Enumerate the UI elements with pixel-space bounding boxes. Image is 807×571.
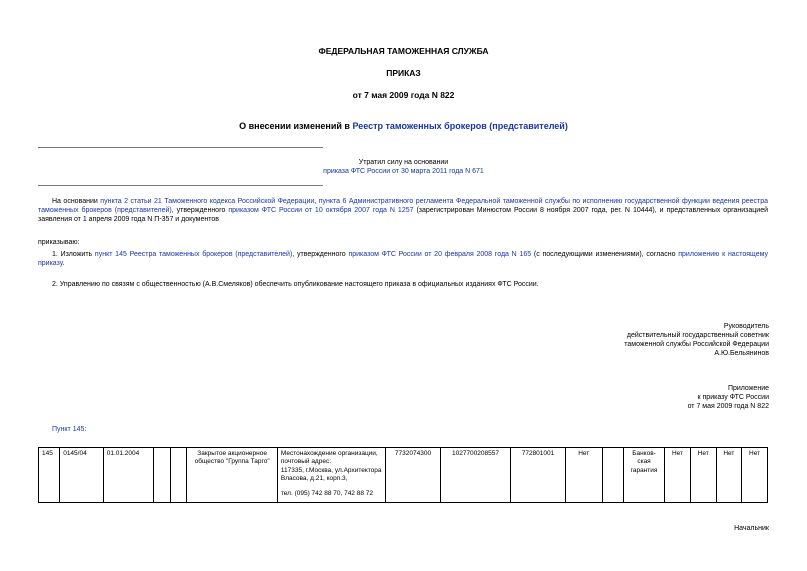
- agency-title: ФЕДЕРАЛЬНАЯ ТАМОЖЕННАЯ СЛУЖБА: [318, 46, 489, 56]
- cell-inn: 7732074300: [386, 448, 441, 503]
- footer-text: Начальник: [734, 525, 769, 532]
- cell-flag-1: Нет: [565, 448, 602, 503]
- cell-flag-4: Нет: [716, 448, 742, 503]
- link-point-145[interactable]: пункт 145 Реестра таможенных брокеров (представителей): [94, 251, 293, 258]
- link-appendix[interactable]: приложению к настоящему приказу: [38, 251, 768, 268]
- cell-flag-2: Нет: [665, 448, 691, 503]
- cell-flag-5: Нет: [742, 448, 768, 503]
- appendix-block: Приложение к приказу ФТС России от 7 мая 2009 года N 822: [687, 385, 769, 411]
- subject-link[interactable]: Реестр таможенных брокеров (представителей): [352, 121, 568, 131]
- signature-block: Руководитель действительный государственный советник таможенной службы Российской Федерации А.Ю.Бельянинов: [624, 323, 769, 358]
- cell-date: 01.01.2004: [103, 448, 153, 503]
- cell-empty-2: [170, 448, 187, 503]
- table-row: [39, 448, 768, 503]
- order-item-1: 1. Изложить пункт 145 Реестра таможенных брокеров (представителей), утвержденного приказом ФТС России от 20 февраля 2008 года N 165 (с последующими изменениями), согласно приложению к настоящему приказу.: [38, 251, 768, 268]
- document-date-number: от 7 мая 2009 года N 822: [352, 90, 455, 100]
- cell-kpp: 772801001: [511, 448, 566, 503]
- subject-prefix: О внесении изменений в: [239, 121, 353, 131]
- link-order-1257[interactable]: приказом ФТС России от 10 октября 2007 года N 1257: [228, 207, 414, 215]
- cell-org-name: Закрытое акционерное общество "Группа Тарго": [187, 448, 277, 503]
- document-type: ПРИКАЗ: [386, 68, 421, 78]
- order-word: приказываю:: [38, 239, 80, 246]
- divider-bottom: [38, 185, 323, 186]
- cell-ogrn: 1027700208557: [440, 448, 510, 503]
- cell-number: 145: [39, 448, 60, 503]
- preamble-paragraph: На основании пункта 2 статьи 21 Таможенного кодекса Российской Федерации, пункта 6 Административного регламента Федеральной таможенной службы по исполнению государственной функции ведения реестра таможенных брокеров (представителей), утвержденного приказом ФТС России от 10 октября 2007 года N 1257 (зарегистрирован Минюстом России 8 ноября 2007 года, рег. N 10444), и представленных организацией заявления от 1 апреля 2009 года N П-357 и документов: [38, 198, 768, 224]
- status-note: [0, 158, 807, 176]
- link-regulation[interactable]: пункта 6 Административного регламента Федеральной таможенной службы по исполнению государственной функции ведения реестра таможенных брокеров (представителей): [38, 198, 768, 215]
- status-link[interactable]: приказа ФТС России от 30 марта 2011 года N 671: [323, 168, 484, 176]
- divider-top: [38, 147, 323, 148]
- link-order-165[interactable]: приказом ФТС России от 20 февраля 2008 года N 165: [348, 251, 532, 258]
- cell-guarantee: Банков-ская гарантия: [623, 448, 664, 503]
- cell-flag-3: Нет: [690, 448, 716, 503]
- cell-empty-1: [153, 448, 170, 503]
- cell-address: Местонахождение организации, почтовый адрес: 117335, г.Москва, ул.Архитектора Власова, д.21, корп.3, тел. (095) 742 88 70, 742 88 72: [277, 448, 385, 503]
- cell-empty-3: [602, 448, 623, 503]
- registry-table: [38, 447, 768, 503]
- document-subject: [0, 121, 807, 133]
- order-item-2: 2. Управлению по связям с общественностью (А.В.Смеляков) обеспечить опубликование настоящего приказа в официальных изданиях ФТС России.: [52, 281, 539, 288]
- status-line: Утратил силу на основании: [358, 159, 449, 166]
- point-label: Пункт 145:: [52, 426, 87, 433]
- link-tk-article[interactable]: пункта 2 статьи 21 Таможенного кодекса Российской Федерации: [100, 198, 315, 205]
- cell-reg-number: 0145/04: [60, 448, 104, 503]
